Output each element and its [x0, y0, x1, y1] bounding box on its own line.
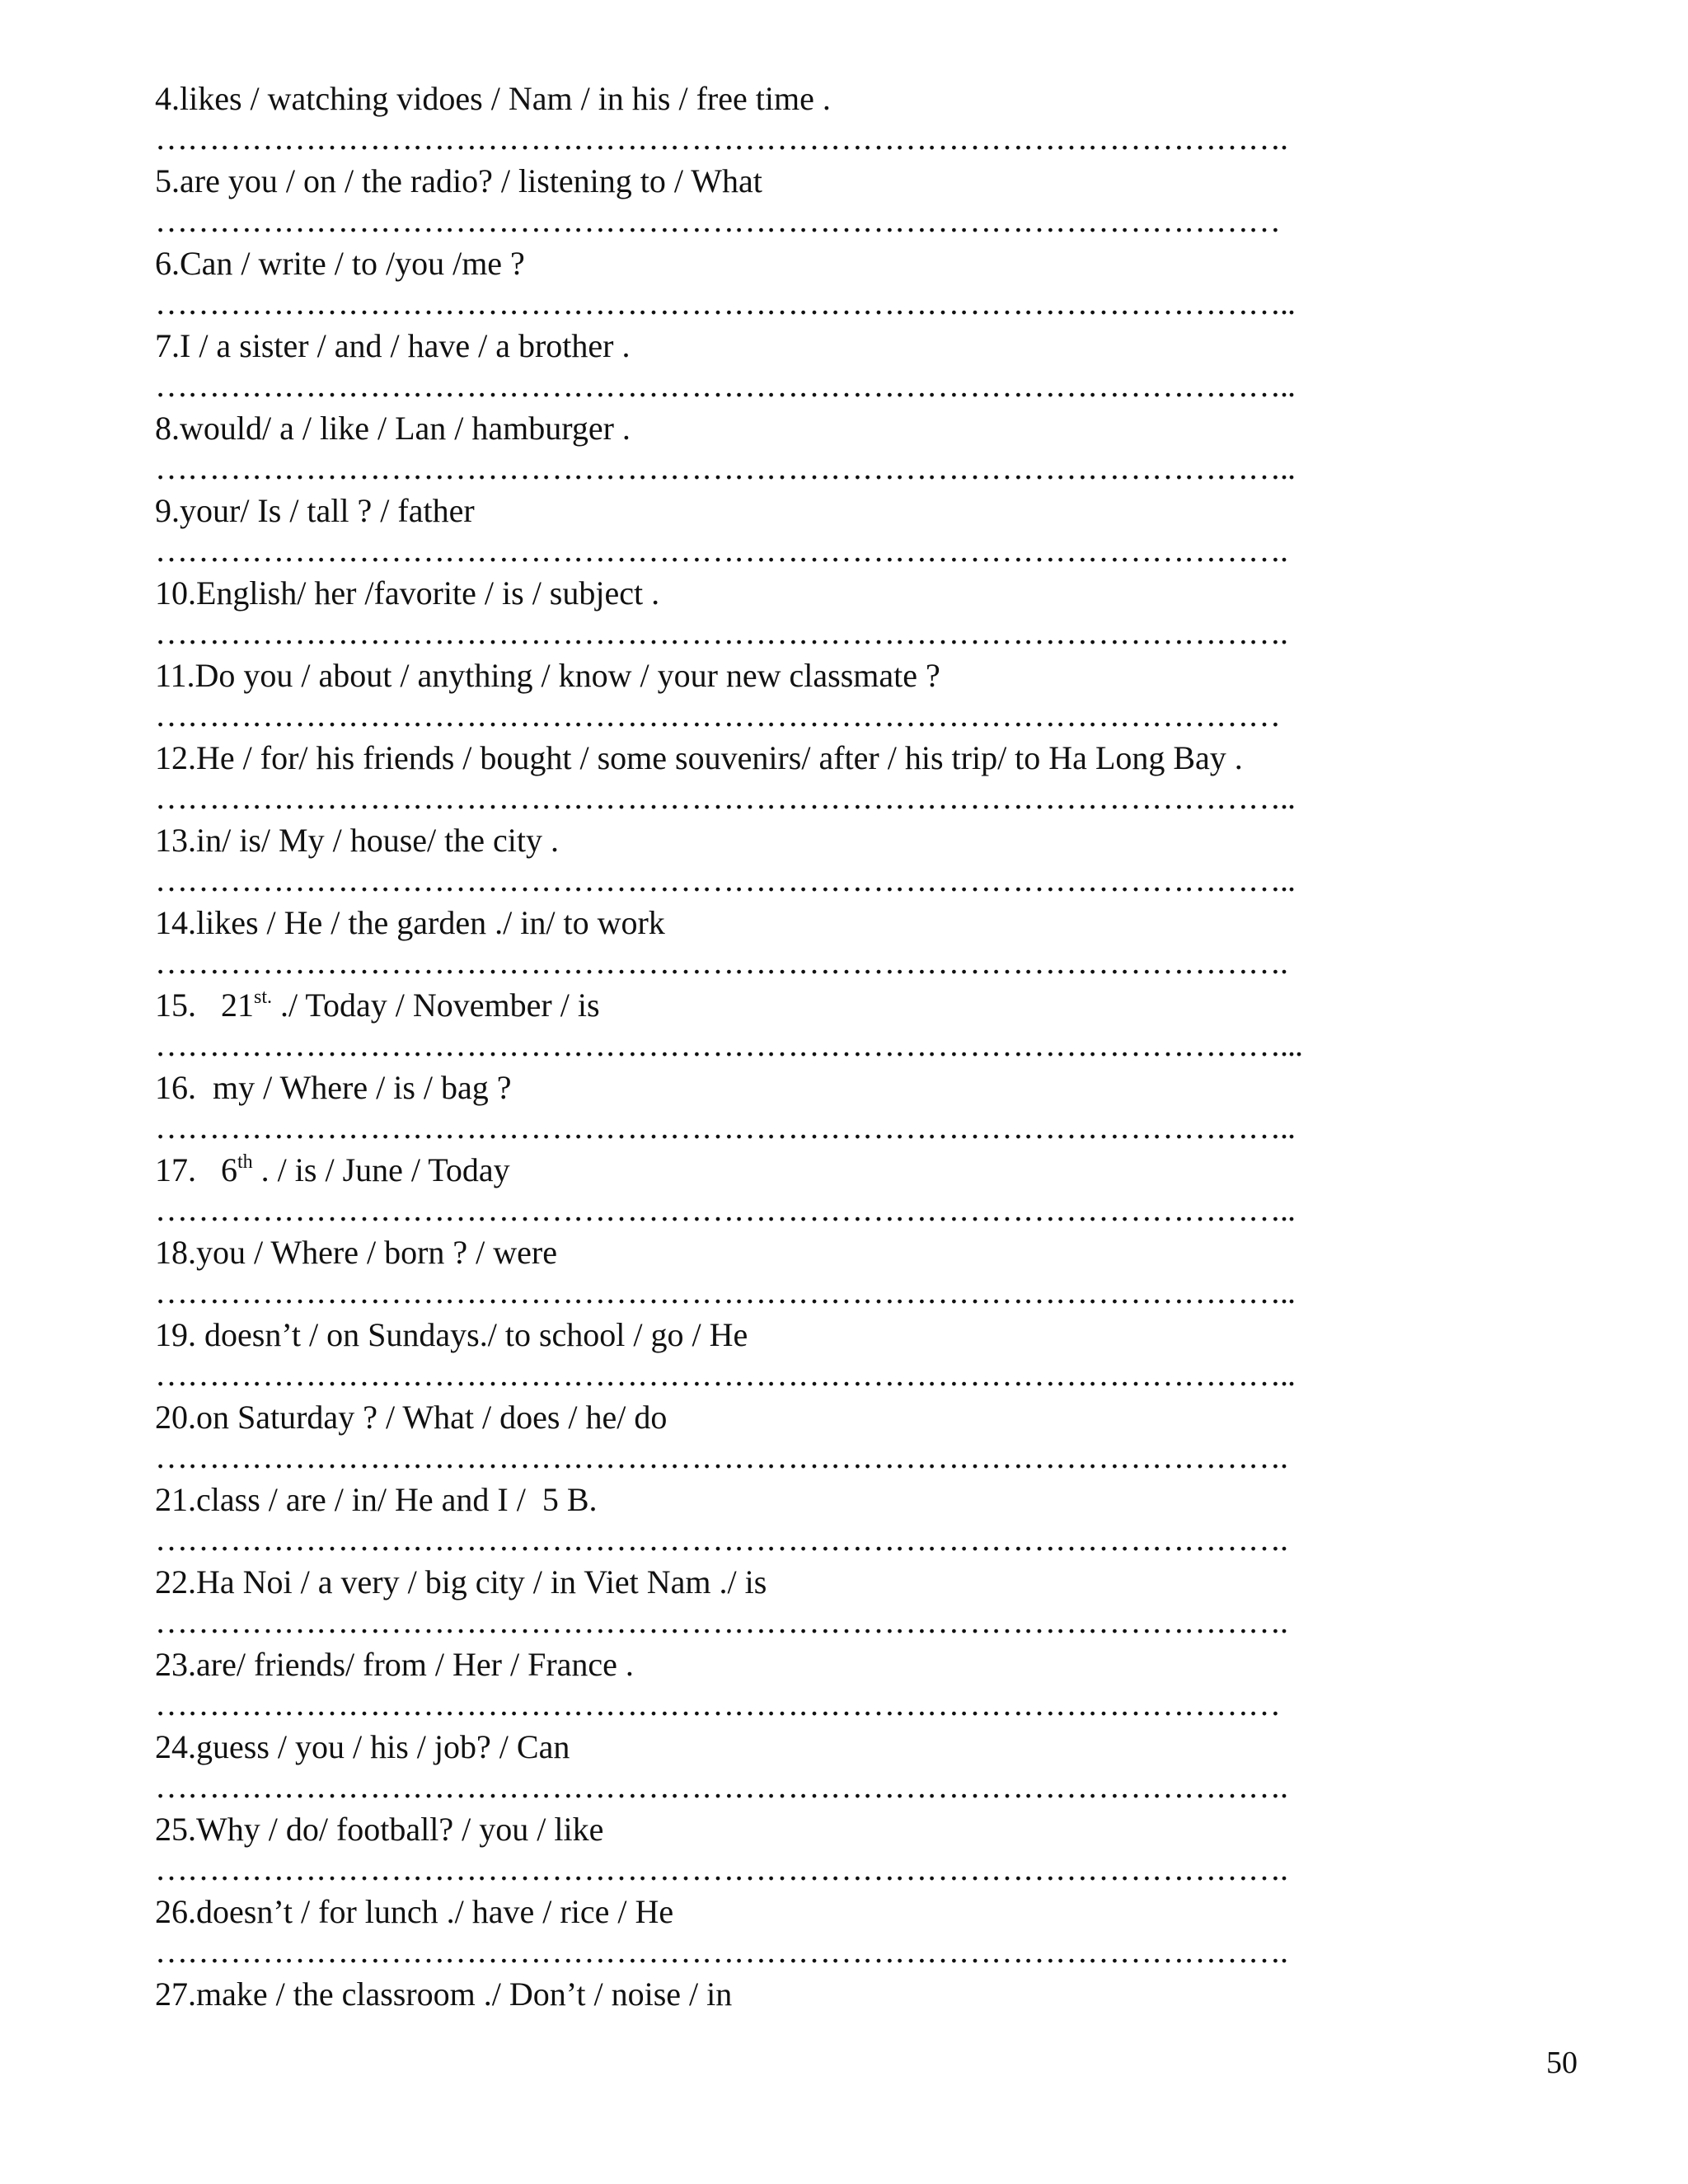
prompt-text: 16. my / Where / is / bag ?: [155, 1069, 512, 1106]
prompt-text: 24.guess / you / his / job? / Can: [155, 1728, 570, 1765]
answer-dotted-line: ……………………………………………………………………………………………..: [155, 449, 1295, 486]
exercise-item: [155, 818, 1556, 900]
prompt-text: 27.make / the classroom ./ Don’t / noise / in: [155, 1975, 733, 2013]
answer-dotted-line: ……………………………………………………………………………………………..: [155, 1191, 1295, 1228]
prompt-text: 13.in/ is/ My / house/ the city .: [155, 822, 559, 859]
exercise-item: [155, 1642, 1556, 1724]
prompt-text: 14.likes / He / the garden ./ in/ to work: [155, 904, 665, 941]
answer-dotted-line: …………………………………………………………………………………………….: [155, 532, 1287, 569]
exercise-item: [155, 405, 1556, 488]
exercise-item: [155, 1394, 1556, 1477]
exercise-item: [155, 158, 1556, 241]
prompt-text: 5.are you / on / the radio? / listening to / What: [155, 162, 762, 199]
exercise-list: [155, 76, 1556, 2054]
answer-dotted-line: …………………………………………………………………………………………….: [155, 1768, 1287, 1805]
exercise-item: [155, 1312, 1556, 1394]
exercise-item: [155, 900, 1556, 982]
answer-dotted-line: …………………………………………………………………………………………….: [155, 614, 1287, 651]
answer-dotted-line: ……………………………………………………………………………………………..: [155, 779, 1295, 816]
answer-dotted-line: ……………………………………………………………………………………………..: [155, 1273, 1295, 1310]
exercise-prompt: [155, 1971, 732, 2018]
answer-dotted-line: ……………………………………………………………………………………………: [155, 202, 1280, 239]
prompt-text: 15. 21: [155, 987, 254, 1024]
prompt-text: 12.He / for/ his friends / bought / some souvenirs/ after / his trip/ to Ha Long Bay .: [155, 739, 1243, 776]
answer-dotted-line: ……………………………………………………………………………………………..: [155, 284, 1295, 321]
answer-dotted-line: …………………………………………………………………………………………….: [155, 1933, 1287, 1970]
answer-dotted-line: …………………………………………………………………………………………….: [155, 944, 1287, 981]
exercise-item: [155, 1065, 1556, 1147]
ordinal-suffix: th: [237, 1151, 253, 1173]
exercise-item: [155, 1559, 1556, 1642]
prompt-text: 22.Ha Noi / a very / big city / in Viet Nam ./ is: [155, 1563, 767, 1601]
answer-dotted-line: …………………………………………………………………………………………….: [155, 1438, 1287, 1475]
exercise-item: [155, 1724, 1556, 1807]
answer-dotted-line: ……………………………………………………………………………………………..: [155, 1108, 1295, 1146]
prompt-text: 8.would/ a / like / Lan / hamburger .: [155, 410, 631, 447]
exercise-item: [155, 1230, 1556, 1312]
answer-dotted-line: …………………………………………………………………………………………….: [155, 120, 1287, 157]
prompt-text: 26.doesn’t / for lunch ./ have / rice / He: [155, 1893, 674, 1930]
prompt-text: 11.Do you / about / anything / know / your new classmate ?: [155, 657, 940, 694]
exercise-item: [155, 1971, 1556, 2054]
exercise-item: [155, 1147, 1556, 1230]
answer-dotted-line: …………………………………………………………………………………………….: [155, 1603, 1287, 1640]
answer-dotted-line: …………………………………………………………………………………………….: [155, 1850, 1287, 1887]
prompt-text: 18.you / Where / born ? / were: [155, 1234, 557, 1271]
answer-dotted-line: ……………………………………………………………………………………………: [155, 1685, 1280, 1722]
exercise-item: [155, 570, 1556, 653]
exercise-item: [155, 323, 1556, 405]
prompt-text: 19. doesn’t / on Sundays./ to school / go / He: [155, 1316, 748, 1353]
ordinal-suffix: st.: [254, 987, 273, 1008]
prompt-text: 4.likes / watching vidoes / Nam / in his / free time .: [155, 80, 831, 117]
answer-dotted-line: …………………………………………………………………………………………….: [155, 1521, 1287, 1558]
prompt-text: 20.on Saturday ? / What / does / he/ do: [155, 1399, 668, 1436]
prompt-text-continued: . / is / June / Today: [252, 1151, 510, 1188]
prompt-text: 17. 6: [155, 1151, 237, 1188]
answer-dotted-line: ……………………………………………………………………………………………: [155, 696, 1280, 733]
prompt-text-continued: ./ Today / November / is: [272, 987, 600, 1024]
answer-dotted-line: ……………………………………………………………………………………………..: [155, 861, 1295, 898]
prompt-text: 21.class / are / in/ He and I / 5 B.: [155, 1481, 598, 1518]
exercise-item: [155, 735, 1556, 818]
exercise-item: [155, 76, 1556, 158]
answer-dotted-line: ……………………………………………………………………………………………..: [155, 1356, 1295, 1393]
answer-dotted-line: ……………………………………………………………………………………………..: [155, 367, 1295, 404]
exercise-item: [155, 241, 1556, 323]
exercise-item: [155, 1807, 1556, 1889]
prompt-text: 7.I / a sister / and / have / a brother .: [155, 327, 631, 364]
prompt-text: 9.your/ Is / tall ? / father: [155, 492, 475, 529]
exercise-item: [155, 488, 1556, 570]
prompt-text: 6.Can / write / to /you /me ?: [155, 245, 525, 282]
page-number: 50: [1546, 2046, 1578, 2080]
exercise-item: [155, 1889, 1556, 1971]
answer-dotted-line: ……………………………………………………………………………………………...: [155, 1026, 1302, 1063]
exercise-item: [155, 653, 1556, 735]
exercise-item: [155, 1477, 1556, 1559]
prompt-text: 25.Why / do/ football? / you / like: [155, 1811, 604, 1848]
prompt-text: 10.English/ her /favorite / is / subject .: [155, 574, 660, 612]
exercise-item: [155, 982, 1556, 1065]
prompt-text: 23.are/ friends/ from / Her / France .: [155, 1646, 634, 1683]
